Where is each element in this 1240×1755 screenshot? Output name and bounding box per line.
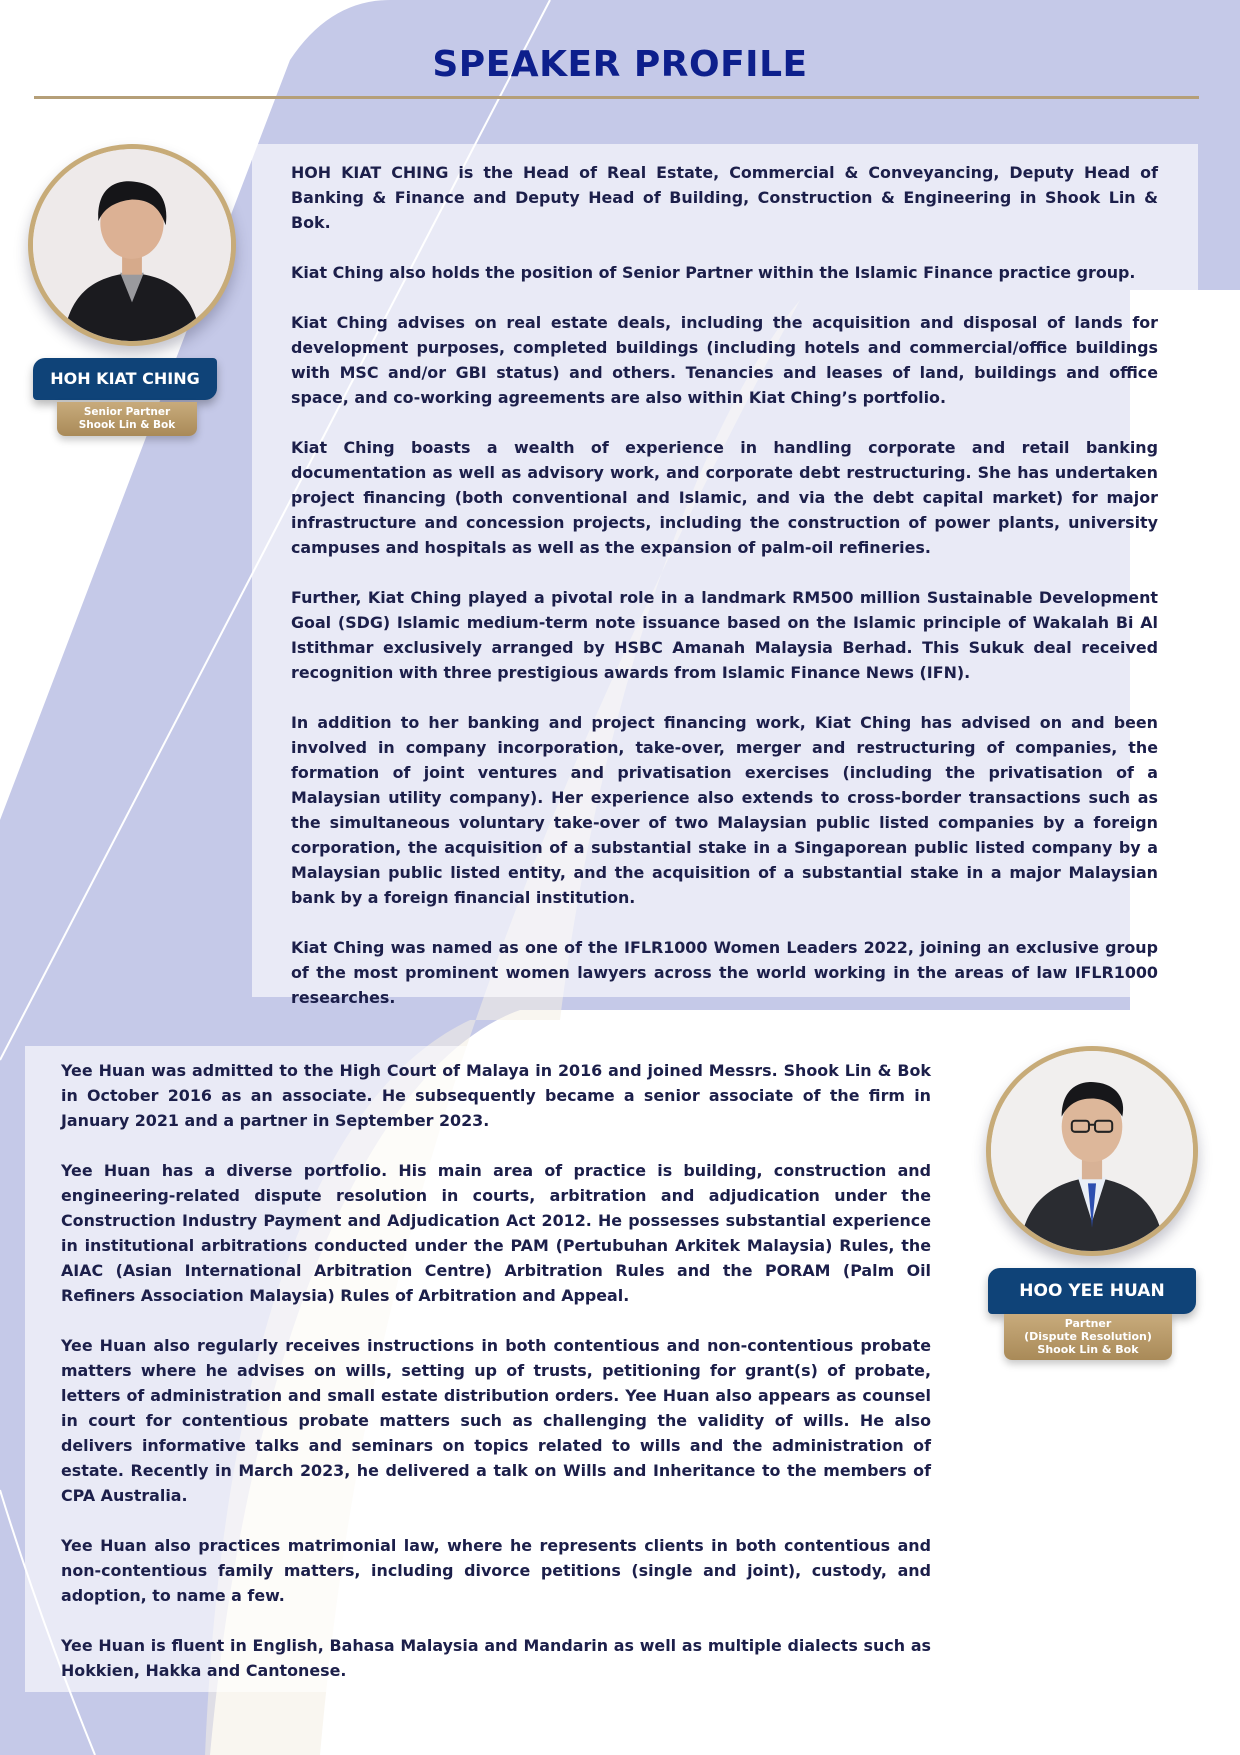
bio-paragraph: Kiat Ching boasts a wealth of experience in handling corporate and retail banking documentation as well as advisory work, and corporate debt restructuring. She has undertaken project financing (both conventional and Islamic, and via the debt capital market) for major infrastructure and concession projects, including the construction of power plants, university campuses and hospitals as well as the expansion of palm-oil refineries. — [291, 438, 1158, 557]
bio-paragraph: Yee Huan has a diverse portfolio. His main area of practice is building, construction and engineering-related dispute resolution in courts, arbitration and adjudication under the Construction Industry Payment and Adjudication Act 2012. He possesses substantial experience in institutional arbitrations conducted under the PAM (Pertubuhan Arkitek Malaysia) Rules, the AIAC (Asian International Arbitration Centre) Arbitration Rules and the PORAM (Palm Oil Refiners Association Malaysia) Rules of Arbitration and Appeal. — [61, 1161, 931, 1305]
speaker-photo — [986, 1046, 1198, 1256]
speaker-bio-panel — [252, 144, 1198, 1007]
speaker-name-tag: HOH KIAT CHING — [33, 358, 217, 400]
speaker-name-tag: HOO YEE HUAN — [988, 1268, 1196, 1314]
speaker-photo — [28, 144, 236, 346]
bio-paragraph: Kiat Ching was named as one of the IFLR1000 Women Leaders 2022, joining an exclusive group of the most prominent women lawyers across the world working in the areas of law IFLR1000 researches. — [291, 938, 1158, 1007]
speaker-role-line: Partner — [1064, 1317, 1112, 1330]
page-title: SPEAKER PROFILE — [432, 44, 808, 85]
bio-paragraph: Kiat Ching advises on real estate deals, including the acquisition and disposal of lands for development purposes, completed buildings (including hotels and commercial/office buildings with MSC and/or GBI status) and others. Tenancies and leases of land, buildings and office space, and co-working agreements are also within Kiat Ching’s portfolio. — [291, 313, 1158, 407]
speaker-role-tag — [57, 402, 197, 436]
bio-paragraph: Yee Huan is fluent in English, Bahasa Malaysia and Mandarin as well as multiple dialects such as Hokkien, Hakka and Cantonese. — [61, 1636, 931, 1680]
bio-paragraph: HOH KIAT CHING is the Head of Real Estate, Commercial & Conveyancing, Deputy Head of Banking & Finance and Deputy Head of Building, Construction & Engineering in Shook Lin & Bok. — [291, 163, 1158, 232]
speaker-role-tag — [1004, 1314, 1172, 1360]
bio-paragraph: Yee Huan also regularly receives instructions in both contentious and non-contentious probate matters where he advises on wills, setting up of trusts, petitioning for grant(s) of probate, letters of administration and small estate distribution orders. Yee Huan also appears as counsel in court for contentious probate matters such as challenging the validity of wills. He also delivers informative talks and seminars on topics related to wills and the administration of estate. Recently in March 2023, he delivered a talk on Wills and Inheritance to the members of CPA Australia. — [61, 1336, 931, 1505]
speaker-firm-line: Shook Lin & Bok — [78, 419, 176, 431]
title-divider — [34, 96, 1199, 99]
bio-paragraph: Kiat Ching also holds the position of Senior Partner within the Islamic Finance practice group. — [291, 263, 1136, 282]
speaker-firm-line: Shook Lin & Bok — [1037, 1343, 1139, 1356]
speaker-practice-line: (Dispute Resolution) — [1024, 1330, 1152, 1343]
speaker-bio-panel — [25, 1046, 970, 1692]
bio-paragraph: Further, Kiat Ching played a pivotal role in a landmark RM500 million Sustainable Development Goal (SDG) Islamic medium-term note issuance based on the Islamic principle of Wakalah Bi Al Istithmar exclusively arranged by HSBC Amanah Malaysia Berhad. This Sukuk deal received recognition with three prestigious awards from Islamic Finance News (IFN). — [291, 588, 1158, 682]
bio-paragraph: Yee Huan was admitted to the High Court of Malaya in 2016 and joined Messrs. Shook Lin & Bok in October 2016 as an associate. He subsequently became a senior associate of the firm in January 2021 and a partner in September 2023. — [61, 1061, 931, 1130]
bio-paragraph: Yee Huan also practices matrimonial law, where he represents clients in both contentious and non-contentious family matters, including divorce petitions (single and joint), custody, and adoption, to name a few. — [61, 1536, 931, 1605]
speaker-role-line: Senior Partner — [83, 406, 171, 418]
bio-paragraph: In addition to her banking and project financing work, Kiat Ching has advised on and been involved in company incorporation, take-over, merger and restructuring of companies, the formation of joint ventures and privatisation exercises (including the privatisation of a Malaysian utility company). Her experience also extends to cross-border transactions such as the simultaneous voluntary take-over of two Malaysian public listed companies by a foreign corporation, the acquisition of a substantial stake in a Singaporean public listed company by a Malaysian public listed entity, and the acquisition of a substantial stake in a major Malaysian bank by a foreign financial institution. — [291, 713, 1158, 907]
